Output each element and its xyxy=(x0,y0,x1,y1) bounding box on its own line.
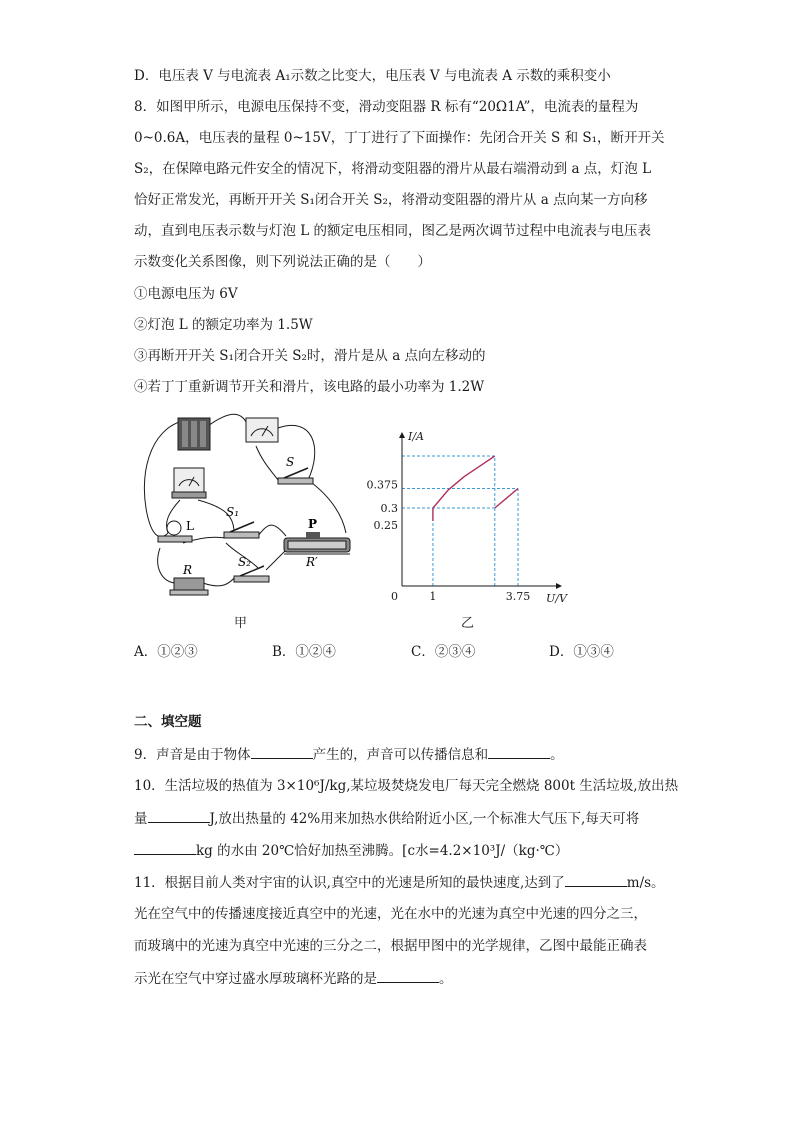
q8-statement-1: ①电源电压为 6V xyxy=(134,286,238,302)
label-s: S xyxy=(286,455,295,469)
y-axis-arrow xyxy=(399,432,405,438)
q10-line2 xyxy=(134,808,674,829)
x-axis-arrow xyxy=(556,583,562,589)
wire xyxy=(278,425,315,480)
q9-blank-1[interactable] xyxy=(251,744,313,759)
q11-line4 xyxy=(134,968,674,989)
q9 xyxy=(134,744,674,765)
q10-text-b: J,放出热量的 42%用来加热水供给附近小区,一个标准大气压下,每天可将 xyxy=(209,811,640,827)
q8-stem-line6: 示数变化关系图像，则下列说法正确的是（ ） xyxy=(134,254,431,270)
q8-statement-3: ③再断开开关 S₁闭合开关 S₂时，滑片是从 a 点向左移动的 xyxy=(134,348,486,364)
y-tick-label: 0.375 xyxy=(366,478,398,492)
q8-statement-2: ②灯泡 L 的额定功率为 1.5W xyxy=(134,317,313,333)
q9-text-a: 9．声音是由于物体 xyxy=(134,747,251,763)
q8-option-d[interactable]: D．①③④ xyxy=(549,644,614,660)
q11-line2: 光在空气中的传播速度接近真空中的光速，光在水中的光速为真空中光速的四分之三， xyxy=(134,906,647,922)
q10-blank-1[interactable] xyxy=(148,808,210,823)
label-l: L xyxy=(186,519,194,533)
q11-blank-1[interactable] xyxy=(565,872,627,887)
wire xyxy=(208,414,248,426)
wire xyxy=(203,576,236,586)
label-s2: S₂ xyxy=(238,555,252,569)
x-tick-label: 1 xyxy=(429,590,437,603)
switch-s-icon xyxy=(278,468,313,484)
q11-line1 xyxy=(134,872,674,893)
q10-line1: 10．生活垃圾的热值为 3×10⁶J/kg,某垃圾焚烧发电厂每天完全燃烧 800t 生活垃圾,放出热 xyxy=(134,778,679,794)
wire xyxy=(258,525,286,536)
q9-blank-2[interactable] xyxy=(488,744,550,759)
q10-line3 xyxy=(134,840,674,861)
wire xyxy=(158,548,176,583)
caption-yi: 乙 xyxy=(461,616,475,631)
q8-stem-line2: 0~0.6A，电压表的量程 0~15V，丁丁进行了下面操作：先闭合开关 S 和 S₁，断开开关 xyxy=(134,130,665,146)
y-axis-label: I/A xyxy=(408,430,424,443)
y-tick-label: 0.25 xyxy=(373,519,398,532)
q8-option-b[interactable]: B．①②④ xyxy=(272,644,336,660)
x-tick-label: 3.75 xyxy=(505,590,531,603)
q8-stem-line5: 动，直到电压表示数与灯泡 L 的额定电压相同，图乙是两次调节过程中电流表与电压表 xyxy=(134,223,652,239)
q8-stem-line1: 8．如图甲所示，电源电压保持不变，滑动变阻器 R 标有“20Ω1A”，电流表的量程为 xyxy=(134,99,639,115)
q9-text-b: 产生的，声音可以传播信息和 xyxy=(312,747,489,763)
q11-blank-2[interactable] xyxy=(377,968,439,983)
ammeter-icon xyxy=(246,418,278,442)
resistor-icon xyxy=(170,578,208,595)
q10-blank-2[interactable] xyxy=(134,840,196,855)
section-title: 二、填空题 xyxy=(134,714,202,730)
caption-jia: 甲 xyxy=(234,616,248,631)
q9-text-c: 。 xyxy=(550,747,564,763)
series-line xyxy=(495,489,518,509)
label-rp: R′ xyxy=(306,555,318,569)
q8-option-a[interactable]: A．①②③ xyxy=(134,644,198,660)
switch-s1-icon xyxy=(224,522,259,538)
origin-label: 0 xyxy=(391,590,398,603)
iu-graph xyxy=(360,420,570,610)
q8-stem-line3: S₂，在保障电路元件安全的情况下，将滑动变阻器的滑片从最右端滑动到 a 点，灯泡 L xyxy=(134,161,652,177)
voltmeter-icon xyxy=(172,468,206,498)
q11-line3: 而玻璃中的光速为真空中光速的三分之二，根据甲图中的光学规律，乙图中最能正确表 xyxy=(134,938,647,954)
q11-text-a-end: m/s。 xyxy=(626,875,665,891)
rheostat-icon xyxy=(284,532,350,554)
label-r: R xyxy=(183,563,193,577)
q11-text-a: 11．根据目前人类对宇宙的认识,真空中的光速是所知的最快速度,达到了 xyxy=(134,875,565,891)
q8-stem-line4: 恰好正常发光，再断开开关 S₁闭合开关 S₂，将滑动变阻器的滑片从 a 点向某一方向移 xyxy=(134,192,648,208)
q8-statement-4: ④若丁丁重新调节开关和滑片，该电路的最小功率为 1.2W xyxy=(134,379,485,395)
wire xyxy=(256,446,278,480)
circuit-diagram xyxy=(138,408,368,608)
q11-text-d-end: 。 xyxy=(439,971,453,987)
q11-text-d: 示光在空气中穿过盛水厚玻璃杯光路的是 xyxy=(134,971,377,987)
q8-option-c[interactable]: C．②③④ xyxy=(411,644,476,660)
y-tick-label: 0.3 xyxy=(380,502,398,515)
q7-option-d: D．电压表 V 与电流表 A₁示数之比变大，电压表 V 与电流表 A 示数的乘积变小 xyxy=(134,68,611,84)
q10-text-c: kg 的水由 20℃恰好加热至沸腾。[c水=4.2×10³J/（kg·℃） xyxy=(196,843,569,859)
battery-icon xyxy=(178,418,210,450)
label-p: P xyxy=(308,517,318,531)
q10-text-a: 量 xyxy=(134,811,148,827)
label-s1: S₁ xyxy=(226,505,240,519)
x-axis-label: U/V xyxy=(546,592,567,605)
